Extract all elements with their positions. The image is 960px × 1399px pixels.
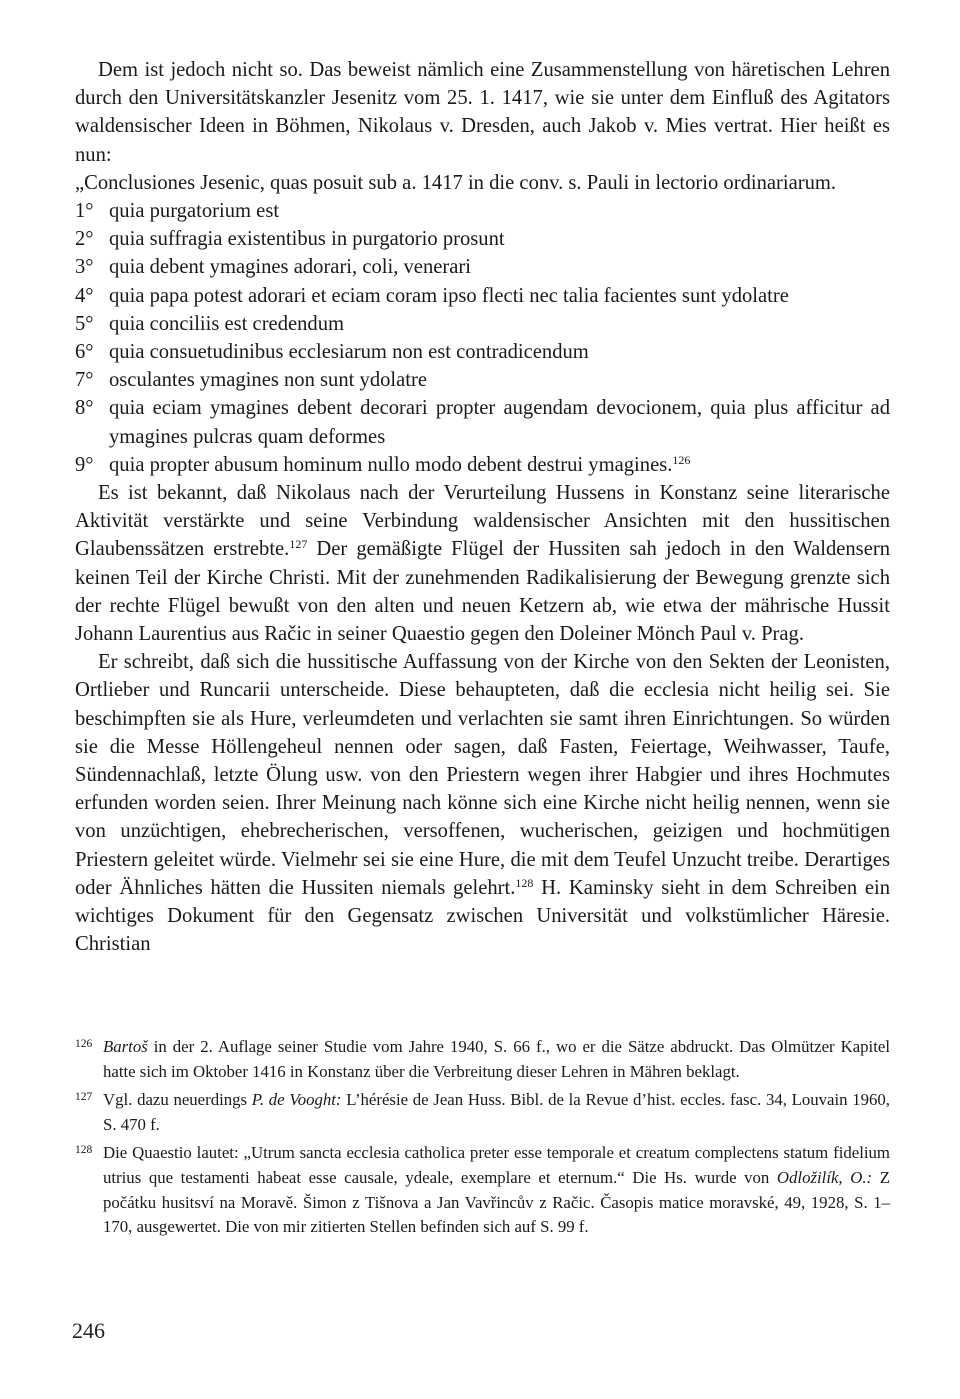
list-item [75,253,890,281]
main-text [75,56,890,959]
list-text: quia suffragia existentibus in purgatorio prosunt [109,228,505,251]
footnote-number: 128 [75,1144,93,1157]
footnote-prefix: Vgl. dazu neuerdings [103,1090,252,1110]
footnote-128 [75,1141,890,1239]
list-number: 9° [75,453,94,476]
footnotes [75,1035,890,1244]
list-number: 4° [75,284,94,307]
paragraph-3-part-b: H. Kaminsky sieht in dem Schreiben ein wichtiges Dokument für den Gegensatz zwischen Universität und volkstümlicher Häresie. Christian [75,876,890,956]
paragraph-2 [75,479,890,648]
footnote-text [103,1035,890,1084]
paragraph-3-part-a: Er schreibt, daß sich die hussitische Auffassung von der Kirche von den Sekten der Leonisten, Ortlieber und Runcarii unterscheide. Diese behaupteten, daß die ecclesia nicht heilig sei. Sie beschimpften sie als Hure, verleumdeten und verlachten sie samt ihren Einrichtungen. So würden sie die Messe Höllengeheul nennen oder sagen, daß Fasten, Feiertage, Weihwasser, Taufe, Sündennachlaß, letzte Ölung usw. von den Priestern wegen ihrer Habgier und ihres Hochmutes erfunden worden seien. Ihrer Meinung nach könne sich eine Kirche nicht heilig nennen, wenn sie von unzüchtigen, ehebrecherischen, versoffenen, wucherischen, geizigen und hochmütigen Priestern geleitet würde. Vielmehr sei sie eine Hure, die mit dem Teufel Unzucht treibe. Derartiges oder Ähnliches hätten die Hussiten niemals gelehrt. [75,651,890,899]
list-item [75,394,890,450]
list-number: 3° [75,256,94,279]
footnote-126 [75,1035,890,1084]
footnote-author: Bartoš [103,1037,148,1056]
list-item [75,451,890,479]
footnote-prefix: Die Quaestio lautet: „Utrum sancta ecclesia catholica preter esse temporale et creatum complectens statum fidelium utrius que testamenti habeat esse causale, ydeale, exemplare et eternum.“ Die Hs. wurde von [103,1143,890,1187]
quote-intro: „Conclusiones Jesenic, quas posuit sub a. 1417 in die conv. s. Pauli in lectorio ordinariarum. [75,171,837,194]
footnote-author: P. de Vooght: [251,1090,342,1110]
footnote-ref-128[interactable]: 128 [515,875,534,890]
list-number: 6° [75,341,94,364]
paragraph-2-part-b: Der gemäßigte Flügel der Hussiten sah jedoch in den Waldensern keinen Teil der Kirche Christi. Mit der zunehmenden Radikalisierung der Bewegung grenzte sich der rechte Flügel bewußt von den alten und neuen Ketzern ab, wie etwa der mährische Hussit Johann Laurentius aus Račic in seiner Quaestio gegen den Doleiner Mönch Paul v. Prag. [75,538,890,646]
list-text-last [109,451,890,479]
list-text: quia eciam ymagines debent decorari propter augendam devocionem, quia plus afficitur ad ymagines pulcras quam deformes [109,397,890,448]
paragraph-3 [75,648,890,958]
footnote-text [103,1088,890,1137]
footnote-number: 127 [75,1091,93,1104]
footnote-127 [75,1088,890,1137]
footnote-body: in der 2. Auflage seiner Studie vom Jahre 1940, S. 66 f., wo er die Sätze abdruckt. Das Olmützer Kapitel hatte sich im Oktober 1416 in Konstanz über die Verbreitung dieser Lehren in Mähren beklagt. [103,1037,890,1081]
list-text: quia papa potest adorari et eciam coram ipso flecti nec talia facientes sunt ydolatre [109,284,789,307]
list-number: 8° [75,397,94,420]
list-number: 5° [75,312,94,335]
footnote-body: L’hérésie de Jean Huss. Bibl. de la Revue d’hist. eccles. fasc. 34, Louvain 1960, S. 470 f. [103,1090,891,1134]
footnote-ref-127[interactable]: 127 [289,537,308,552]
list-item [75,225,890,253]
list-number: 1° [75,200,94,223]
paragraph-2-part-a: Es ist bekannt, daß Nikolaus nach der Verurteilung Hussens in Konstanz seine literarische Aktivität verstärkte und seine Verbindung waldensischer Ansichten mit den hussitischen Glaubenssätzen erstrebte. [75,482,890,561]
list-item [75,310,890,338]
footnote-body: Z počátku husitsví na Moravě. Šimon z Tišnova a Jan Vavřincův z Račic. Časopis matice moravské, 49, 1928, S. 1–170, ausgewertet. Die von mir zitierten Stellen befinden sich auf S. 99 f. [103,1167,890,1237]
list-text: osculantes ymagines non sunt ydolatre [109,369,427,392]
conclusions-list [75,197,890,479]
footnote-author: Odložilík, O.: [776,1167,873,1187]
footnote-text [103,1141,890,1239]
footnote-number: 126 [75,1038,93,1050]
list-item [75,197,890,225]
footnote-ref-126[interactable]: 126 [672,452,691,467]
list-text: quia purgatorium est [109,200,280,223]
list-number: 7° [75,369,94,392]
list-text: quia consuetudinibus ecclesiarum non est contradicendum [109,341,589,364]
page-number: 246 [72,1318,105,1343]
list-item [75,338,890,366]
list-text: quia conciliis est credendum [109,312,345,335]
list-text: quia propter abusum hominum nullo modo debent destrui ymagines. [109,453,673,476]
list-number: 2° [75,228,94,251]
paragraph-1: Dem ist jedoch nicht so. Das beweist nämlich eine Zusammenstellung von häretischen Lehren durch den Universitätskanzler Jesenitz vom 25. 1. 1417, wie sie unter dem Einfluß des Agitators waldensischer Ideen in Böhmen, Nikolaus v. Dresden, auch Jakob v. Mies vertrat. Hier heißt es nun: [75,59,890,166]
list-item [75,366,890,394]
list-item [75,282,890,310]
list-text: quia debent ymagines adorari, coli, venerari [109,256,471,279]
